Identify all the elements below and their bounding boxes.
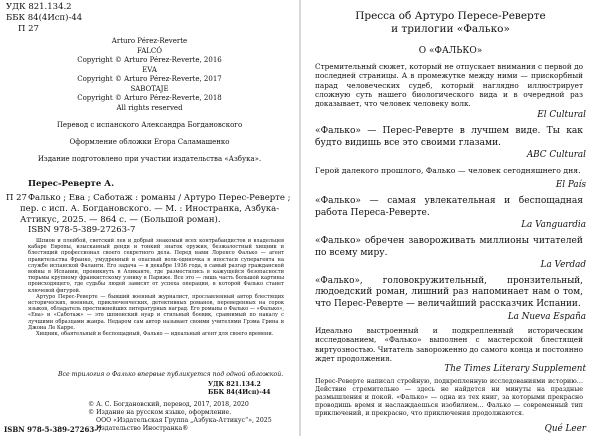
isbn-bottom: ISBN 978-5-389-27263-7 xyxy=(4,425,103,434)
copyright-line: Издательство Иностранка® xyxy=(96,425,189,432)
press-subheading: О «ФАЛЬКО» xyxy=(418,46,483,56)
quote-source: El País xyxy=(555,180,586,190)
quote-source: El Cultural xyxy=(537,110,586,120)
catalog-isbn: ISBN 978-5-389-27263-7 xyxy=(28,225,136,235)
original-title-2: EVA xyxy=(142,66,157,74)
quote-source: ABC Cultural xyxy=(526,150,586,160)
quote-text: «Фалько» обречен завороживать миллионы читателей по всему миру. xyxy=(315,236,583,258)
annotation-paragraph: Хищник, обаятельный и беспощадный, Фалько — идеальный агент для своего времени. xyxy=(36,331,274,338)
annotation-paragraph: Артуро Перес-Реверте — бывший военный журналист, прославленный автор блестящих исторических, военных, приключенческих, детективных романов, переведенных на сорок языков, обладатель престижнейших литературных наград. Его романы о Фалько — «Фалько», «Ева» и «Саботаж» — это шпионский нуар и стильный боевик, сравнимый по накалу с лучшими образцами жанра. Недаром сам автор называет своими учителями Грэма Грина и Джона Ле Карре. xyxy=(28,293,284,331)
quote-source: La Verdad xyxy=(540,260,586,270)
copyright-line: © Издание на русском языке, оформление. xyxy=(88,409,232,416)
copyright-line: ООО «Издательская Группа „Азбука-Аттикус“», 2025 xyxy=(96,417,272,424)
copyright-page xyxy=(0,0,299,436)
catalog-line-2: пер. с исп. А. Богдановского. — М. : Иностранка, Азбука-Аттикус, 2025. — 864 с. — (Большой роман). xyxy=(20,204,280,225)
quote-source: La Vanguardia xyxy=(521,220,586,230)
quote-text: Стремительный сюжет, который не отпускает внимания с первой до последней страницы. А в промежутке между ними — прискорбный парад человеческих судеб, который наглядно иллюстрирует сложную суть нашего биологического вида и в очередной раз доказывает, что человек человеку волк. xyxy=(315,62,583,109)
original-copyright-2: Copyright © Arturo Pérez-Reverte, 2017 xyxy=(77,75,222,83)
press-title-line-1: Пресса об Артуро Пересе-Реверте xyxy=(355,10,546,22)
copyright-line: © А. С. Богдановский, перевод, 2017, 2018, 2020 xyxy=(88,401,249,408)
original-copyright-3: Copyright © Arturo Pérez-Reverte, 2018 xyxy=(77,94,222,102)
original-author: Arturo Pérez-Reverte xyxy=(111,37,188,45)
quote-text: «Фалько», головокружительный, пронзительный, людоедский роман, лишний раз напоминает нам о том, что Перес-Реверте — величайший рассказчик Испании. xyxy=(315,276,583,309)
publisher-note: Издание подготовлено при участии издательства «Азбука». xyxy=(37,155,262,163)
quote-text: «Фалько» — самая увлекательная и беспощадная работа Переса-Реверте. xyxy=(315,196,583,218)
bbk-bottom: ББК 84(4Исп)-44 xyxy=(208,389,271,396)
original-title-3: SABOTAJE xyxy=(130,85,169,93)
catalog-author: Перес-Реверте А. xyxy=(28,179,115,189)
press-title-line-2: и трилогии «Фалько» xyxy=(391,23,510,35)
cover-note: Оформление обложки Егора Саламашенко xyxy=(69,138,230,146)
quote-text: Герой далекого прошлого, Фалько — человек сегодняшнего дня. xyxy=(315,166,581,175)
udk-bottom: УДК 821.134.2 xyxy=(208,381,261,388)
annotation xyxy=(28,238,284,337)
catalog-line-1: Фалько ; Ева ; Саботаж : романы / Артуро Перес-Реверте ; xyxy=(28,193,291,203)
quote-source: Qué Leer xyxy=(544,424,586,434)
press-page xyxy=(301,0,600,436)
catalog-code: П 27 xyxy=(6,193,27,203)
annotation-paragraph: Шпион и плейбой, светский лев и добрый знакомый всех контрабандистов и владельцев кабаре Европы, изысканный денди и тонкий знаток оружия, безжалостный хищник и блестящий профессионал своего секретного дела. Перед нами Лоренсо Фалько — агент правительства Франко, умудренный и опасный волк-одиночка в ипостаси суперагента на службе испанской Фаланги. Его задача — в декабре 1936 года, в самый разгар гражданской войны в Испании, проникнуть в Аликанте, где разместились в кажущейся безопасности тюрьмы крупному франкистскому узнику в Париже. Все это — лишь часть большой картины происходящего, где судьбы людей зависят от успеха операции, в которой Фалько станет ключевой фигурой. xyxy=(28,238,284,294)
original-title-1: FALCÓ xyxy=(136,47,163,55)
quote-text: Перес-Реверте написал стройную, подкрепленную исследованиями историю… Действие стремительно — здесь не найдется ни минуты на праздные размышления и покой. «Фалько» — одна из тех книг, за которыми прекрасно проводишь время и наслаждаешься изобилием… Фалько — современный тип приключений, и прекрасно, что приключения продолжаются. xyxy=(315,378,583,418)
rights-reserved: All rights reserved xyxy=(116,104,183,112)
translator-note: Перевод с испанского Александра Богдановского xyxy=(56,121,243,129)
quote-source: The Times Literary Supplement xyxy=(444,364,586,374)
bbk-code: ББК 84(4Исп)-44 xyxy=(6,13,83,23)
shelf-mark: П 27 xyxy=(18,24,39,34)
quote-source: La Nueva España xyxy=(507,312,586,322)
italic-note: Все трилогия о Фалько впервые публикуется под одной обложкой. xyxy=(58,371,284,378)
quote-text: Идеально выстроенный и подкрепленный историческим исследованием, «Фалько» выполнен с мастерской блестящей виртуозностью. Читатель завороженно до самого конца и постоянно ждет продолжения. xyxy=(315,326,583,363)
udk-code: УДК 821.134.2 xyxy=(6,2,72,12)
original-copyright-1: Copyright © Arturo Pérez-Reverte, 2016 xyxy=(77,56,222,64)
quote-text: «Фалько» — Перес-Реверте в лучшем виде. Ты как будто видишь все это своими глазами. xyxy=(315,126,583,148)
